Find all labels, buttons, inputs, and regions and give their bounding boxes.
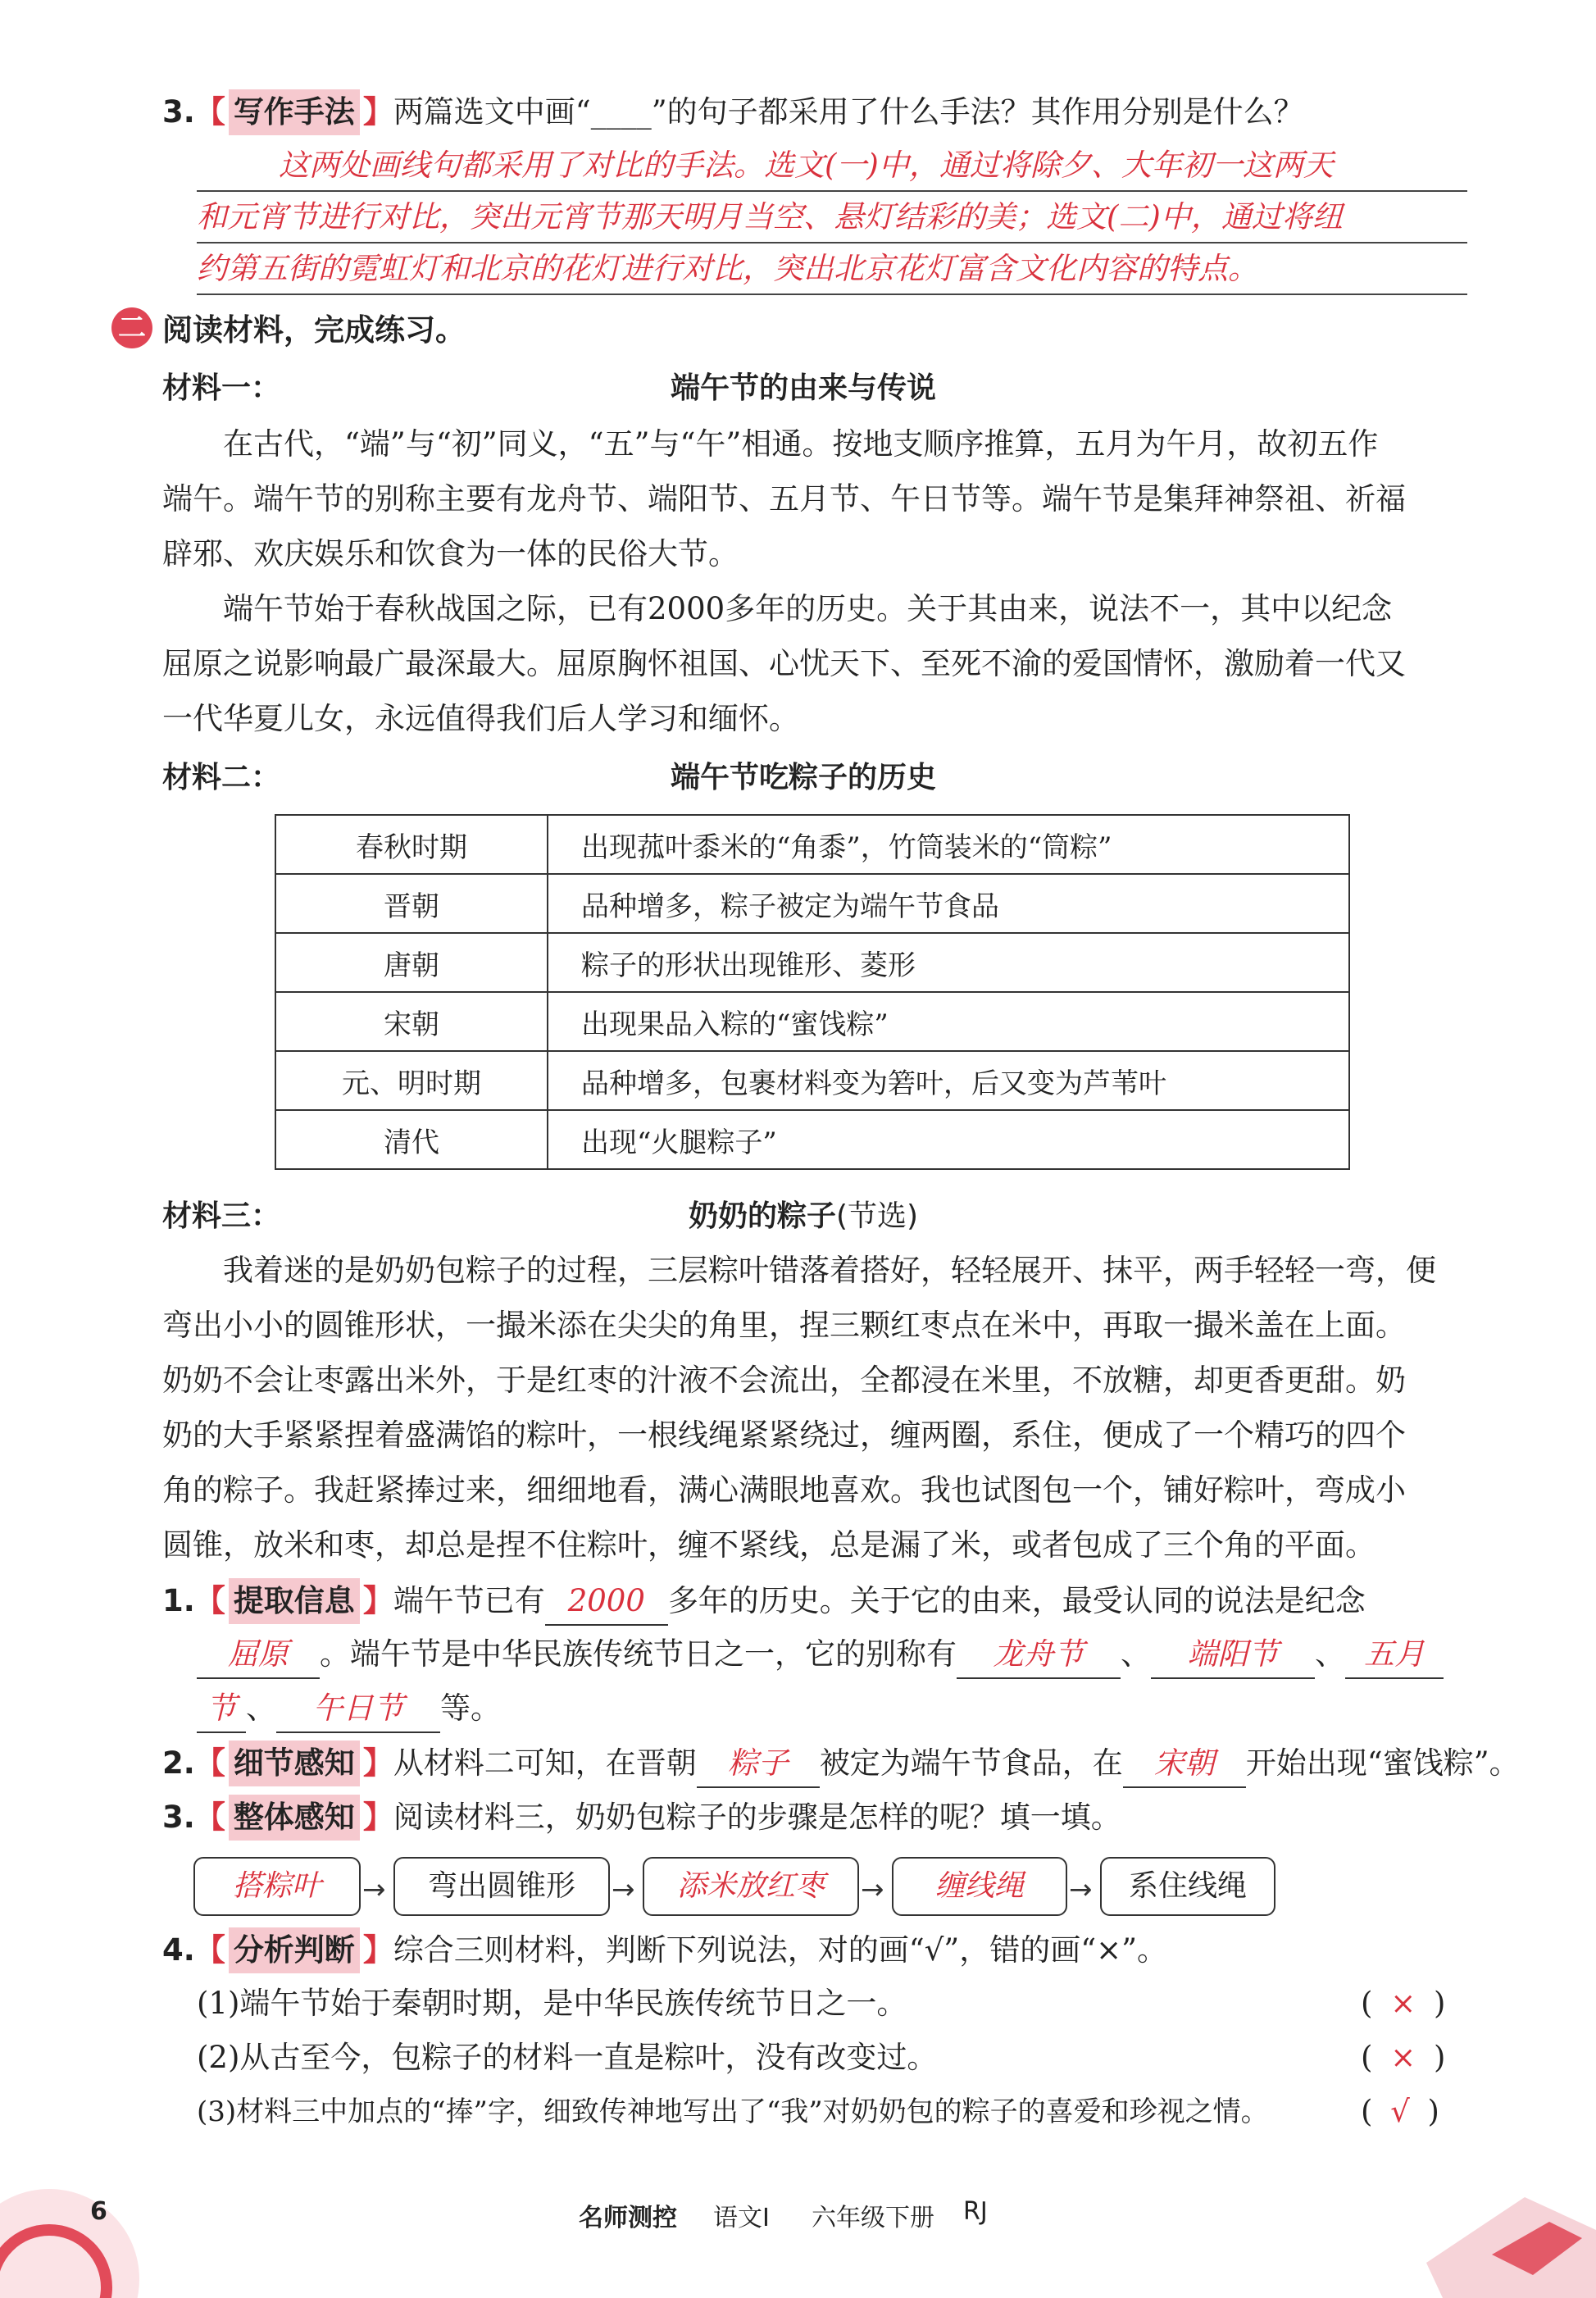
corner-decoration xyxy=(1394,2099,1596,2298)
arrow-icon: → xyxy=(612,1873,635,1906)
material2-title: 端午节吃粽子的历史 xyxy=(670,761,936,794)
judge-answer: ( × ) xyxy=(1361,1986,1446,2021)
footer-edition: RJ xyxy=(963,2197,988,2226)
step-box: 缠线绳 xyxy=(892,1857,1067,1916)
material3-title: 奶奶的粽子(节选) xyxy=(688,1199,919,1233)
step-box: 系住线绳 xyxy=(1100,1857,1275,1916)
arrow-icon: → xyxy=(861,1873,884,1906)
answer-blank[interactable]: 五月 xyxy=(1345,1631,1444,1679)
paragraph-line: 端午节始于春秋战国之际，已有2000多年的历史。关于其由来，说法不一，其中以纪念 xyxy=(223,591,1393,626)
table-row: 春秋时期 出现菰叶黍米的“角黍”，竹筒装米的“筒粽” xyxy=(275,815,1349,874)
paragraph-line: 屈原之说影响最广最深最大。屈原胸怀祖国、心忧天下、至死不渝的爱国情怀，激励着一代又 xyxy=(162,646,1406,681)
paragraph-line: 角的粽子。我赶紧捧过来，细细地看，满心满眼地喜欢。我也试图包一个，铺好粽叶，弯成小 xyxy=(162,1472,1406,1508)
material3-label: 材料三： xyxy=(162,1199,281,1233)
paragraph-line: 圆锥，放米和枣，却总是捏不住粽叶，缠不紧线，总是漏了米，或者包成了三个角的平面。 xyxy=(162,1527,1375,1563)
table-row: 宋朝 出现果品入粽的“蜜饯粽” xyxy=(275,992,1349,1051)
material1-label: 材料一： xyxy=(162,371,281,405)
paragraph-line: 辟邪、欢庆娱乐和饮食为一体的民俗大节。 xyxy=(162,536,739,571)
answer-blank[interactable]: 端阳节 xyxy=(1151,1631,1315,1679)
q3-top-question: 3.【 写作手法 】两篇选文中画“____”的句子都采用了什么手法？其作用分别是什么？ xyxy=(162,89,1304,135)
section-badge: 二 xyxy=(111,307,152,348)
table-row: 唐朝 粽子的形状出现锥形、菱形 xyxy=(275,933,1349,992)
q1-line1: 1.【 提取信息 】端午节已有 2000 多年的历史。关于它的由来，最受认同的说法是纪念 xyxy=(162,1577,1366,1626)
paragraph-line: 在古代，“端”与“初”同义，“五”与“午”相通。按地支顺序推算，五月为午月，故初五作 xyxy=(223,426,1379,462)
q3-top-tag: 写作手法 xyxy=(229,89,360,135)
paragraph-line: 我着迷的是奶奶包粽子的过程，三层粽叶错落着搭好，轻轻展开、抹平，两手轻轻一弯，便 xyxy=(223,1253,1436,1288)
page-number: 6 xyxy=(90,2197,107,2226)
answer-line: 约第五街的霓虹灯和北京的花灯进行对比，突出北京花灯富含文化内容的特点。 xyxy=(197,244,1467,295)
footer-grade: 六年级下册 xyxy=(812,2204,934,2232)
answer-blank[interactable]: 2000 xyxy=(545,1578,668,1626)
q1-line2: 屈原 。端午节是中华民族传统节日之一，它的别称有 龙舟节 、 端阳节 、 五月 xyxy=(197,1631,1444,1679)
answer-blank[interactable]: 宋朝 xyxy=(1123,1741,1246,1788)
paragraph-line: 端午。端午节的别称主要有龙舟节、端阳节、五月节、午日节等。端午节是集拜神祭祖、祈福 xyxy=(162,481,1406,516)
history-table xyxy=(275,814,1350,1170)
arrow-icon: → xyxy=(362,1873,386,1906)
table-row: 清代 出现“火腿粽子” xyxy=(275,1110,1349,1169)
footer-book: 名师测控 xyxy=(579,2204,677,2232)
judge-item: (1)端午节始于秦朝时期，是中华民族传统节日之一。 xyxy=(197,1986,907,2021)
judge-answer: ( √ ) xyxy=(1361,2094,1439,2129)
step-box: 搭粽叶 xyxy=(193,1857,361,1916)
arrow-icon: → xyxy=(1069,1873,1093,1906)
step-box: 弯出圆锥形 xyxy=(393,1857,610,1916)
judge-answer: ( × ) xyxy=(1361,2040,1446,2075)
answer-blank[interactable]: 龙舟节 xyxy=(957,1631,1121,1679)
answer-line: 和元宵节进行对比，突出元宵节那天明月当空、悬灯结彩的美；选文(二)中，通过将纽 xyxy=(197,193,1467,243)
corner-decoration xyxy=(0,2132,246,2298)
paragraph-line: 弯出小小的圆锥形状，一撮米添在尖尖的角里，捏三颗红枣点在米中，再取一撮米盖在上面。 xyxy=(162,1308,1406,1343)
material1-title: 端午节的由来与传说 xyxy=(670,371,936,405)
judge-item: (3)材料三中加点的“捧”字，细致传神地写出了“我”对奶奶包的粽子的喜爱和珍视之情。 xyxy=(197,2096,1269,2128)
step-box: 添米放红枣 xyxy=(643,1857,859,1916)
paragraph-line: 一代华夏儿女，永远值得我们后人学习和缅怀。 xyxy=(162,701,799,736)
answer-blank[interactable]: 节 xyxy=(197,1686,246,1733)
q4-line: 4.【 分析判断 】综合三则材料，判断下列说法，对的画“√”，错的画“×”。 xyxy=(162,1927,1167,1973)
answer-line: 这两处画线句都采用了对比的手法。选文(一)中，通过将除夕、大年初一这两天 xyxy=(197,141,1467,192)
judge-item: (2)从古至今，包粽子的材料一直是粽叶，没有改变过。 xyxy=(197,2040,938,2075)
paragraph-line: 奶奶不会让枣露出米外，于是红枣的汁液不会流出，全都浸在米里，不放糖，却更香更甜。奶 xyxy=(162,1363,1406,1398)
q3-line: 3.【 整体感知 】阅读材料三，奶奶包粽子的步骤是怎样的呢？填一填。 xyxy=(162,1794,1121,1841)
footer-subject: 语文Ⅰ xyxy=(713,2204,770,2232)
answer-blank[interactable]: 粽子 xyxy=(697,1741,820,1788)
q1-line3: 节 、 午日节 等。 xyxy=(197,1686,501,1733)
q2-line: 2.【 细节感知 】从材料二可知，在晋朝 粽子 被定为端午节食品，在 宋朝 开始出现“蜜饯粽”。 xyxy=(162,1740,1520,1788)
section-title: 阅读材料，完成练习。 xyxy=(162,312,466,348)
table-row: 晋朝 品种增多，粽子被定为端午节食品 xyxy=(275,874,1349,933)
material2-label: 材料二： xyxy=(162,761,281,794)
table-row: 元、明时期 品种增多，包裹材料变为箬叶，后又变为芦苇叶 xyxy=(275,1051,1349,1110)
answer-blank[interactable]: 午日节 xyxy=(276,1686,440,1733)
paragraph-line: 奶的大手紧紧捏着盛满馅的粽叶，一根线绳紧紧绕过，缠两圈，系住，便成了一个精巧的四个 xyxy=(162,1417,1406,1453)
answer-blank[interactable]: 屈原 xyxy=(197,1631,320,1679)
